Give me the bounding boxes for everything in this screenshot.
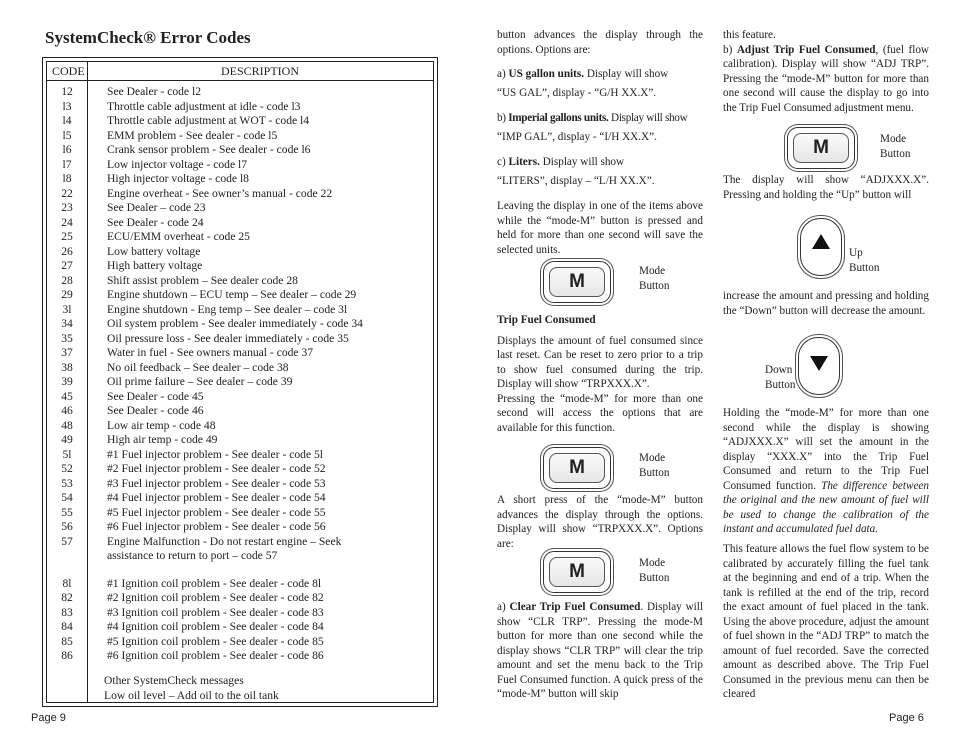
table-row (47, 649, 433, 664)
option-a-value: “US GAL”, display - “G/H XX.X”. (497, 86, 657, 99)
error-code: 46 (61, 404, 73, 417)
table-body (47, 85, 433, 664)
other-messages-line: Low oil level – Add oil to the oil tank (104, 688, 279, 702)
mode-button-1-label: Mode Button (639, 265, 670, 292)
error-code: 8l (62, 576, 72, 590)
table-row (47, 606, 433, 621)
table-row (47, 317, 433, 332)
m-icon: M (549, 453, 605, 483)
mode-button-3[interactable] (543, 551, 611, 593)
up-arrow-icon (801, 219, 841, 275)
error-description: #4 Ignition coil problem - See dealer - code 84 (107, 620, 324, 633)
error-code: 86 (61, 649, 73, 662)
error-description: See Dealer - code 46 (107, 404, 204, 417)
error-description: See Dealer - code 45 (107, 389, 204, 403)
error-description: Oil pressure loss - See dealer immediately - code 35 (107, 331, 349, 345)
error-description: Shift assist problem – See dealer code 28 (107, 273, 298, 287)
error-code: 49 (61, 433, 73, 446)
error-description: Oil prime failure – See dealer – code 39 (107, 375, 293, 388)
mode-button-4[interactable] (787, 127, 855, 169)
increase-text: increase the amount and pressing and holding the “Down” button will decrease the amount. (723, 290, 929, 317)
error-description: ECU/EMM overheat - code 25 (107, 230, 250, 243)
error-description: Engine shutdown – ECU temp – See dealer – code 29 (107, 288, 357, 301)
error-description: #2 Fuel injector problem - See dealer - code 52 (107, 462, 326, 475)
error-description: See Dealer - code 24 (107, 215, 204, 229)
mode-button-4-label: Mode Button (880, 133, 911, 160)
error-code: l7 (62, 157, 72, 171)
error-description: High injector voltage - code l8 (107, 172, 249, 185)
mode-button-2-label: Mode Button (639, 452, 670, 479)
table-row (47, 216, 433, 231)
error-code: 3l (62, 302, 72, 316)
up-button[interactable] (800, 218, 842, 276)
option-b-value: “IMP GAL”, display - “I/H XX.X”. (497, 130, 657, 143)
error-description: EMM problem - See dealer - code l5 (107, 128, 278, 142)
table-row (47, 433, 433, 448)
table-row (47, 448, 433, 463)
table-row (47, 201, 433, 216)
error-code: 45 (61, 389, 73, 403)
error-code: l8 (62, 172, 72, 185)
mode-button-2[interactable] (543, 447, 611, 489)
error-code: 34 (61, 317, 73, 330)
error-code (47, 549, 87, 564)
table-row (47, 100, 433, 115)
table-row (47, 477, 433, 492)
other-messages-title: Other SystemCheck messages (104, 674, 244, 687)
error-description: #5 Ignition coil problem - See dealer - code 85 (107, 634, 324, 648)
trip-para-1: Displays the amount of fuel consumed since last reset. Can be reset to zero prior to a trip to show fuel consumed during the trip. Display will show “TRPXXX.X”. (497, 334, 703, 390)
middle-column (497, 28, 703, 257)
error-description: Engine shutdown - Eng temp – See dealer – code 3l (107, 302, 348, 316)
option-a: a) US gallon units. Display will show (497, 68, 669, 80)
error-code: l5 (62, 128, 72, 142)
right-column-top (723, 28, 929, 115)
error-code: 83 (61, 605, 73, 619)
table-row (47, 635, 433, 650)
error-code: 54 (61, 491, 73, 504)
error-description: #1 Ignition coil problem - See dealer - code 8l (107, 576, 322, 590)
m-icon: M (549, 267, 605, 297)
table-row (47, 259, 433, 274)
holding-text: Holding the “mode-M” for more than one second while the display is showing “ADJXXX.X” will set the amount in the display “XXX.X” into the Trip Fuel Consumed and return to the Trip Fuel Consumed function. The difference between the original and the new amount of fuel will be used to change the calibration of the instant and accumulated fuel data. (723, 407, 929, 535)
table-row (47, 577, 433, 592)
error-code: 56 (61, 520, 73, 533)
error-code: 57 (61, 534, 73, 548)
page-number-right: Page 6 (889, 712, 924, 724)
mode-button-3-label: Mode Button (639, 557, 670, 584)
error-code: 35 (61, 331, 73, 345)
error-code: 38 (61, 360, 73, 374)
error-description: Engine overheat - See owner’s manual - code 22 (107, 186, 333, 200)
table-row (47, 520, 433, 535)
table-spacer (47, 564, 433, 577)
calibrate-text: This feature allows the fuel flow system to be calibrated by accurately filling the fuel tank at the beginning and end of a trip. When the tank is refilled at the end of the trip, record the exact amount of fuel placed in the tank. Using the above procedure, adjust the amount of fuel shown in the “ADJ TRP” to match the amount of fuel recorded. Save the corrected amount as described above. The Trip Fuel Consumed in the previous menu can then be cleared (723, 543, 929, 700)
error-description: #3 Fuel injector problem - See dealer - code 53 (107, 476, 326, 490)
table-row (47, 114, 433, 129)
table-row (47, 506, 433, 521)
error-code: 84 (61, 620, 73, 633)
table-row (47, 288, 433, 303)
error-description: Low battery voltage (107, 244, 201, 258)
down-arrow-icon (799, 338, 839, 394)
error-description: #1 Fuel injector problem - See dealer - code 5l (107, 447, 324, 461)
description-column-header: DESCRIPTION (220, 64, 299, 78)
error-code: 26 (61, 244, 73, 258)
error-code: 24 (61, 215, 73, 229)
this-feature-text: this feature. (723, 29, 776, 41)
error-description: Oil system problem - See dealer immediately - code 34 (107, 317, 363, 330)
table-row (47, 390, 433, 405)
error-code: l6 (62, 143, 72, 156)
error-code: 39 (61, 375, 73, 388)
error-code: 48 (61, 418, 73, 432)
error-code: l4 (62, 114, 72, 127)
table-row (47, 172, 433, 187)
error-description: Low air temp - code 48 (107, 418, 216, 432)
error-code: 82 (61, 591, 73, 604)
table-row (47, 620, 433, 635)
error-description: #3 Ignition coil problem - See dealer - code 83 (107, 605, 324, 619)
display-show-text: The display will show “ADJXXX.X”. Pressing and holding the “Up” button will (723, 174, 929, 201)
table-row (47, 85, 433, 100)
adjust-trip-text: b) Adjust Trip Fuel Consumed, (fuel flow calibration). Display will show “ADJ TRP”. Pressing the “mode-M” button for more than one second will cause the display to go into the Trip Fuel Consumed adjustment menu. (723, 43, 929, 114)
page-number-left: Page 9 (31, 712, 66, 724)
error-code: 53 (61, 476, 73, 490)
table-row (47, 491, 433, 506)
error-code: l3 (62, 99, 72, 113)
error-description: See Dealer - code l2 (107, 85, 201, 98)
intro-text: button advances the display through the options. Options are: (497, 29, 703, 56)
error-code: 37 (61, 346, 73, 359)
error-code-table (42, 57, 438, 707)
up-button-label: Up Button (849, 247, 880, 274)
table-row (47, 361, 433, 376)
error-description: #2 Ignition coil problem - See dealer - code 82 (107, 591, 324, 604)
trip-para-2: Pressing the “mode-M” for more than one second will access the options that are available for this function. (497, 392, 703, 434)
error-description: Engine Malfunction - Do not restart engine – Seek (107, 534, 342, 548)
leaving-text: Leaving the display in one of the items above while the “mode-M” button is pressed and held for more than one second will save the selected units. (497, 200, 703, 256)
error-code: 25 (61, 230, 73, 243)
error-code: 28 (61, 273, 73, 287)
mode-button-1[interactable] (543, 261, 611, 303)
trip-section (497, 313, 703, 435)
error-description: Crank sensor problem - See dealer - code l6 (107, 143, 311, 156)
error-description: #4 Fuel injector problem - See dealer - code 54 (107, 491, 326, 504)
table-row (47, 535, 433, 550)
down-button[interactable] (798, 337, 840, 395)
page-title: SystemCheck® Error Codes (45, 28, 251, 47)
error-description: #6 Ignition coil problem - See dealer - code 86 (107, 649, 324, 662)
table-row (47, 375, 433, 390)
table-row (47, 404, 433, 419)
error-code: 52 (61, 462, 73, 475)
error-code: 12 (61, 85, 73, 98)
error-description: #5 Fuel injector problem - See dealer - code 55 (107, 505, 326, 519)
m-icon: M (793, 133, 849, 163)
error-description: #6 Fuel injector problem - See dealer - code 56 (107, 520, 326, 533)
m-icon: M (549, 557, 605, 587)
table-row (47, 230, 433, 245)
error-description: assistance to return to port – code 57 (107, 549, 278, 562)
table-row (47, 591, 433, 606)
error-description: Low injector voltage - code l7 (107, 157, 248, 171)
table-row (47, 346, 433, 361)
option-b: b) Imperial gallons units. Display will show (497, 112, 688, 124)
option-c: c) Liters. Display will show (497, 156, 625, 168)
table-row (47, 187, 433, 202)
error-description: Throttle cable adjustment at WOT - code l4 (107, 114, 310, 127)
error-code: 55 (61, 505, 73, 519)
error-code: 5l (62, 447, 72, 461)
table-row (47, 549, 433, 564)
trip-heading: Trip Fuel Consumed (497, 314, 596, 326)
table-row (47, 419, 433, 434)
error-code: 27 (61, 259, 73, 272)
down-button-label: Down Button (765, 364, 796, 391)
table-row (47, 274, 433, 289)
table-row (47, 303, 433, 318)
table-row (47, 143, 433, 158)
option-c-value: “LITERS”, display – “L/H XX.X”. (497, 174, 655, 187)
table-row (47, 332, 433, 347)
clear-trip-text: a) Clear Trip Fuel Consumed. Display will show “CLR TRP”. Pressing the mode-M button for more than one second while the display shows “CLR TRP” will clear the trip amount and set the menu back to the Trip Fuel Consumed function. A quick press of the “mode-M” button will skip (497, 601, 703, 700)
table-row (47, 129, 433, 144)
error-description: No oil feedback – See dealer – code 38 (107, 360, 289, 374)
table-row (47, 462, 433, 477)
table-row (47, 245, 433, 260)
code-column-header: CODE (52, 64, 85, 78)
error-code: 22 (61, 186, 73, 200)
short-press-text: A short press of the “mode-M” button advances the display through the options. Display will show “TRPXXX.X”. Options are: (497, 494, 703, 550)
error-description: High air temp - code 49 (107, 433, 218, 446)
error-description: Throttle cable adjustment at idle - code l3 (107, 99, 301, 113)
error-description: High battery voltage (107, 259, 203, 272)
other-messages (104, 674, 279, 703)
error-code: 23 (61, 201, 73, 214)
error-description: See Dealer – code 23 (107, 201, 206, 214)
error-code: 85 (61, 634, 73, 648)
error-code: 29 (61, 288, 73, 301)
error-description: Water in fuel - See owners manual - code 37 (107, 346, 314, 359)
table-row (47, 158, 433, 173)
